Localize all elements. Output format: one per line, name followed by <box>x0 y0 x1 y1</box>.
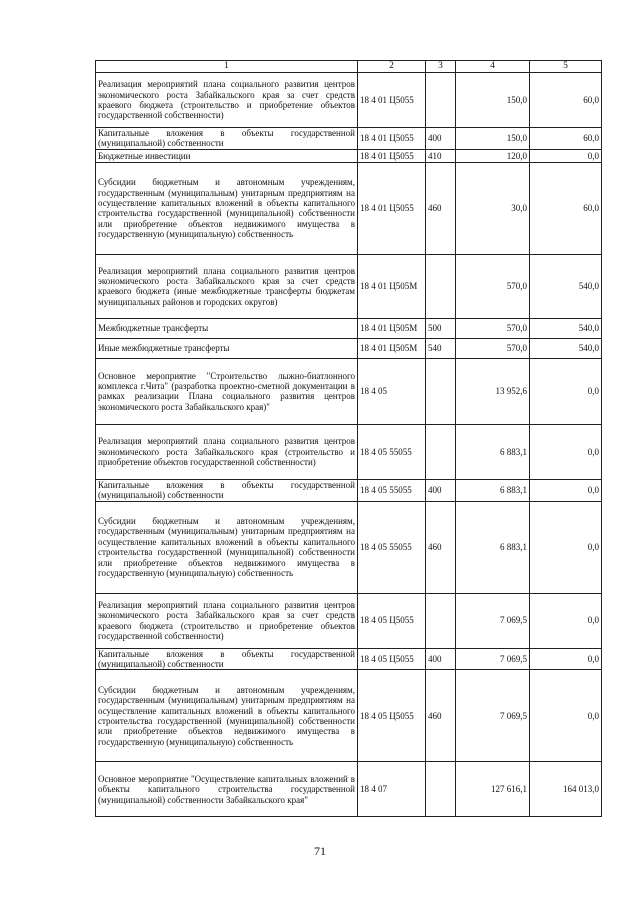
row-value-col4: 150,0 <box>456 128 530 150</box>
row-vr-cell: 500 <box>426 318 456 338</box>
header-col-4: 4 <box>456 61 530 73</box>
table-row <box>96 318 602 338</box>
row-value-col5: 0,0 <box>530 648 602 670</box>
row-code-cell: 18 4 05 55055 <box>358 424 426 479</box>
table-row <box>96 593 602 648</box>
table-row <box>96 479 602 501</box>
row-code-cell: 18 4 05 Ц5055 <box>358 648 426 670</box>
row-value-col5: 60,0 <box>530 73 602 128</box>
row-value-col4: 7 069,5 <box>456 593 530 648</box>
row-value-col5: 0,0 <box>530 501 602 593</box>
row-vr-cell <box>426 73 456 128</box>
row-name-cell: Реализация мероприятий плана социального развития центров экономического роста Забайкальского края (строительство и приобретение объектов государственной собственности) <box>96 424 358 479</box>
table-row <box>96 128 602 150</box>
row-value-col5: 60,0 <box>530 162 602 254</box>
row-vr-cell: 400 <box>426 648 456 670</box>
row-vr-cell: 400 <box>426 479 456 501</box>
row-value-col5: 60,0 <box>530 128 602 150</box>
row-value-col4: 6 883,1 <box>456 501 530 593</box>
row-value-col5: 540,0 <box>530 318 602 338</box>
row-value-col4: 7 069,5 <box>456 670 530 762</box>
row-vr-cell <box>426 254 456 318</box>
header-row <box>96 61 602 73</box>
row-vr-cell: 460 <box>426 670 456 762</box>
row-vr-cell: 540 <box>426 338 456 358</box>
row-value-col4: 7 069,5 <box>456 648 530 670</box>
row-code-cell: 18 4 01 Ц505М <box>358 318 426 338</box>
row-vr-cell <box>426 762 456 817</box>
row-value-col4: 570,0 <box>456 338 530 358</box>
row-value-col4: 30,0 <box>456 162 530 254</box>
row-code-cell: 18 4 01 Ц5055 <box>358 162 426 254</box>
table-row <box>96 648 602 670</box>
row-value-col5: 540,0 <box>530 338 602 358</box>
row-name-cell: Межбюджетные трансферты <box>96 318 358 338</box>
row-value-col4: 150,0 <box>456 73 530 128</box>
row-name-cell: Реализация мероприятий плана социального развития центров экономического роста Забайкальского края за счет средств краевого бюджета (строительство и приобретение объектов государственной собственности) <box>96 73 358 128</box>
row-value-col5: 0,0 <box>530 670 602 762</box>
row-code-cell: 18 4 05 55055 <box>358 479 426 501</box>
row-value-col5: 0,0 <box>530 424 602 479</box>
row-name-cell: Капитальные вложения в объекты государственной (муниципальной) собственности <box>96 128 358 150</box>
row-code-cell: 18 4 07 <box>358 762 426 817</box>
row-code-cell: 18 4 05 55055 <box>358 501 426 593</box>
table-row <box>96 670 602 762</box>
table-body <box>96 61 602 817</box>
row-value-col5: 164 013,0 <box>530 762 602 817</box>
budget-table <box>95 60 602 817</box>
row-vr-cell: 410 <box>426 149 456 162</box>
table-row <box>96 424 602 479</box>
table-row <box>96 162 602 254</box>
row-value-col4: 6 883,1 <box>456 424 530 479</box>
row-name-cell: Реализация мероприятий плана социального развития центров экономического роста Забайкальского края за счет средств краевого бюджета (строительство и приобретение объектов государственной собственности) <box>96 593 358 648</box>
row-value-col4: 127 616,1 <box>456 762 530 817</box>
table-row <box>96 762 602 817</box>
row-name-cell: Субсидии бюджетным и автономным учреждениям, государственным (муниципальным) унитарным предприятиям на осуществление капитальных вложений в объекты капитального строительства государственной (муниципальной) собственности или приобретение объектов недвижимого имущества в государственную (муниципальную) собственность <box>96 162 358 254</box>
row-name-cell: Субсидии бюджетным и автономным учреждениям, государственным (муниципальным) унитарным предприятиям на осуществление капитальных вложений в объекты капитального строительства государственной (муниципальной) собственности или приобретение объектов недвижимого имущества в государственную (муниципальную) собственность <box>96 501 358 593</box>
row-value-col5: 540,0 <box>530 254 602 318</box>
table-row <box>96 338 602 358</box>
row-value-col4: 13 952,6 <box>456 358 530 424</box>
row-value-col4: 570,0 <box>456 318 530 338</box>
row-name-cell: Капитальные вложения в объекты государственной (муниципальной) собственности <box>96 648 358 670</box>
row-code-cell: 18 4 01 Ц5055 <box>358 149 426 162</box>
row-name-cell: Субсидии бюджетным и автономным учреждениям, государственным (муниципальным) унитарным предприятиям на осуществление капитальных вложений в объекты капитального строительства государственной (муниципальной) собственности или приобретение объектов недвижимого имущества в государственную (муниципальную) собственность <box>96 670 358 762</box>
row-code-cell: 18 4 05 <box>358 358 426 424</box>
row-name-cell: Основное мероприятие "Строительство лыжно-биатлонного комплекса г.Чита" (разработка проектно-сметной документации в рамках реализации Плана социального развития центров экономического роста Забайкальского края)" <box>96 358 358 424</box>
row-vr-cell: 460 <box>426 501 456 593</box>
row-value-col4: 6 883,1 <box>456 479 530 501</box>
row-code-cell: 18 4 01 Ц5055 <box>358 128 426 150</box>
row-value-col5: 0,0 <box>530 358 602 424</box>
row-value-col5: 0,0 <box>530 593 602 648</box>
page-number: 71 <box>314 844 326 858</box>
table-row <box>96 501 602 593</box>
row-name-cell: Капитальные вложения в объекты государственной (муниципальной) собственности <box>96 479 358 501</box>
row-vr-cell: 460 <box>426 162 456 254</box>
row-vr-cell <box>426 424 456 479</box>
row-name-cell: Реализация мероприятий плана социального развития центров экономического роста Забайкальского края за счет средств краевого бюджета (иные межбюджетные трансферты бюджетам муниципальных районов и городских округов) <box>96 254 358 318</box>
row-value-col4: 120,0 <box>456 149 530 162</box>
row-vr-cell <box>426 358 456 424</box>
table-row <box>96 149 602 162</box>
row-value-col5: 0,0 <box>530 479 602 501</box>
row-name-cell: Бюджетные инвестиции <box>96 149 358 162</box>
row-code-cell: 18 4 01 Ц505М <box>358 254 426 318</box>
row-name-cell: Иные межбюджетные трансферты <box>96 338 358 358</box>
table-row <box>96 254 602 318</box>
row-vr-cell <box>426 593 456 648</box>
header-col-3: 3 <box>426 61 456 73</box>
row-value-col4: 570,0 <box>456 254 530 318</box>
table-row <box>96 358 602 424</box>
row-code-cell: 18 4 01 Ц5055 <box>358 73 426 128</box>
row-name-cell: Основное мероприятие "Осуществление капитальных вложений в объекты капитального строительства государственной (муниципальной) собственности Забайкальского края" <box>96 762 358 817</box>
row-vr-cell: 400 <box>426 128 456 150</box>
row-code-cell: 18 4 05 Ц5055 <box>358 670 426 762</box>
row-code-cell: 18 4 05 Ц5055 <box>358 593 426 648</box>
header-col-1: 1 <box>96 61 358 73</box>
row-value-col5: 0,0 <box>530 149 602 162</box>
row-code-cell: 18 4 01 Ц505М <box>358 338 426 358</box>
header-col-2: 2 <box>358 61 426 73</box>
table-row <box>96 73 602 128</box>
header-col-5: 5 <box>530 61 602 73</box>
